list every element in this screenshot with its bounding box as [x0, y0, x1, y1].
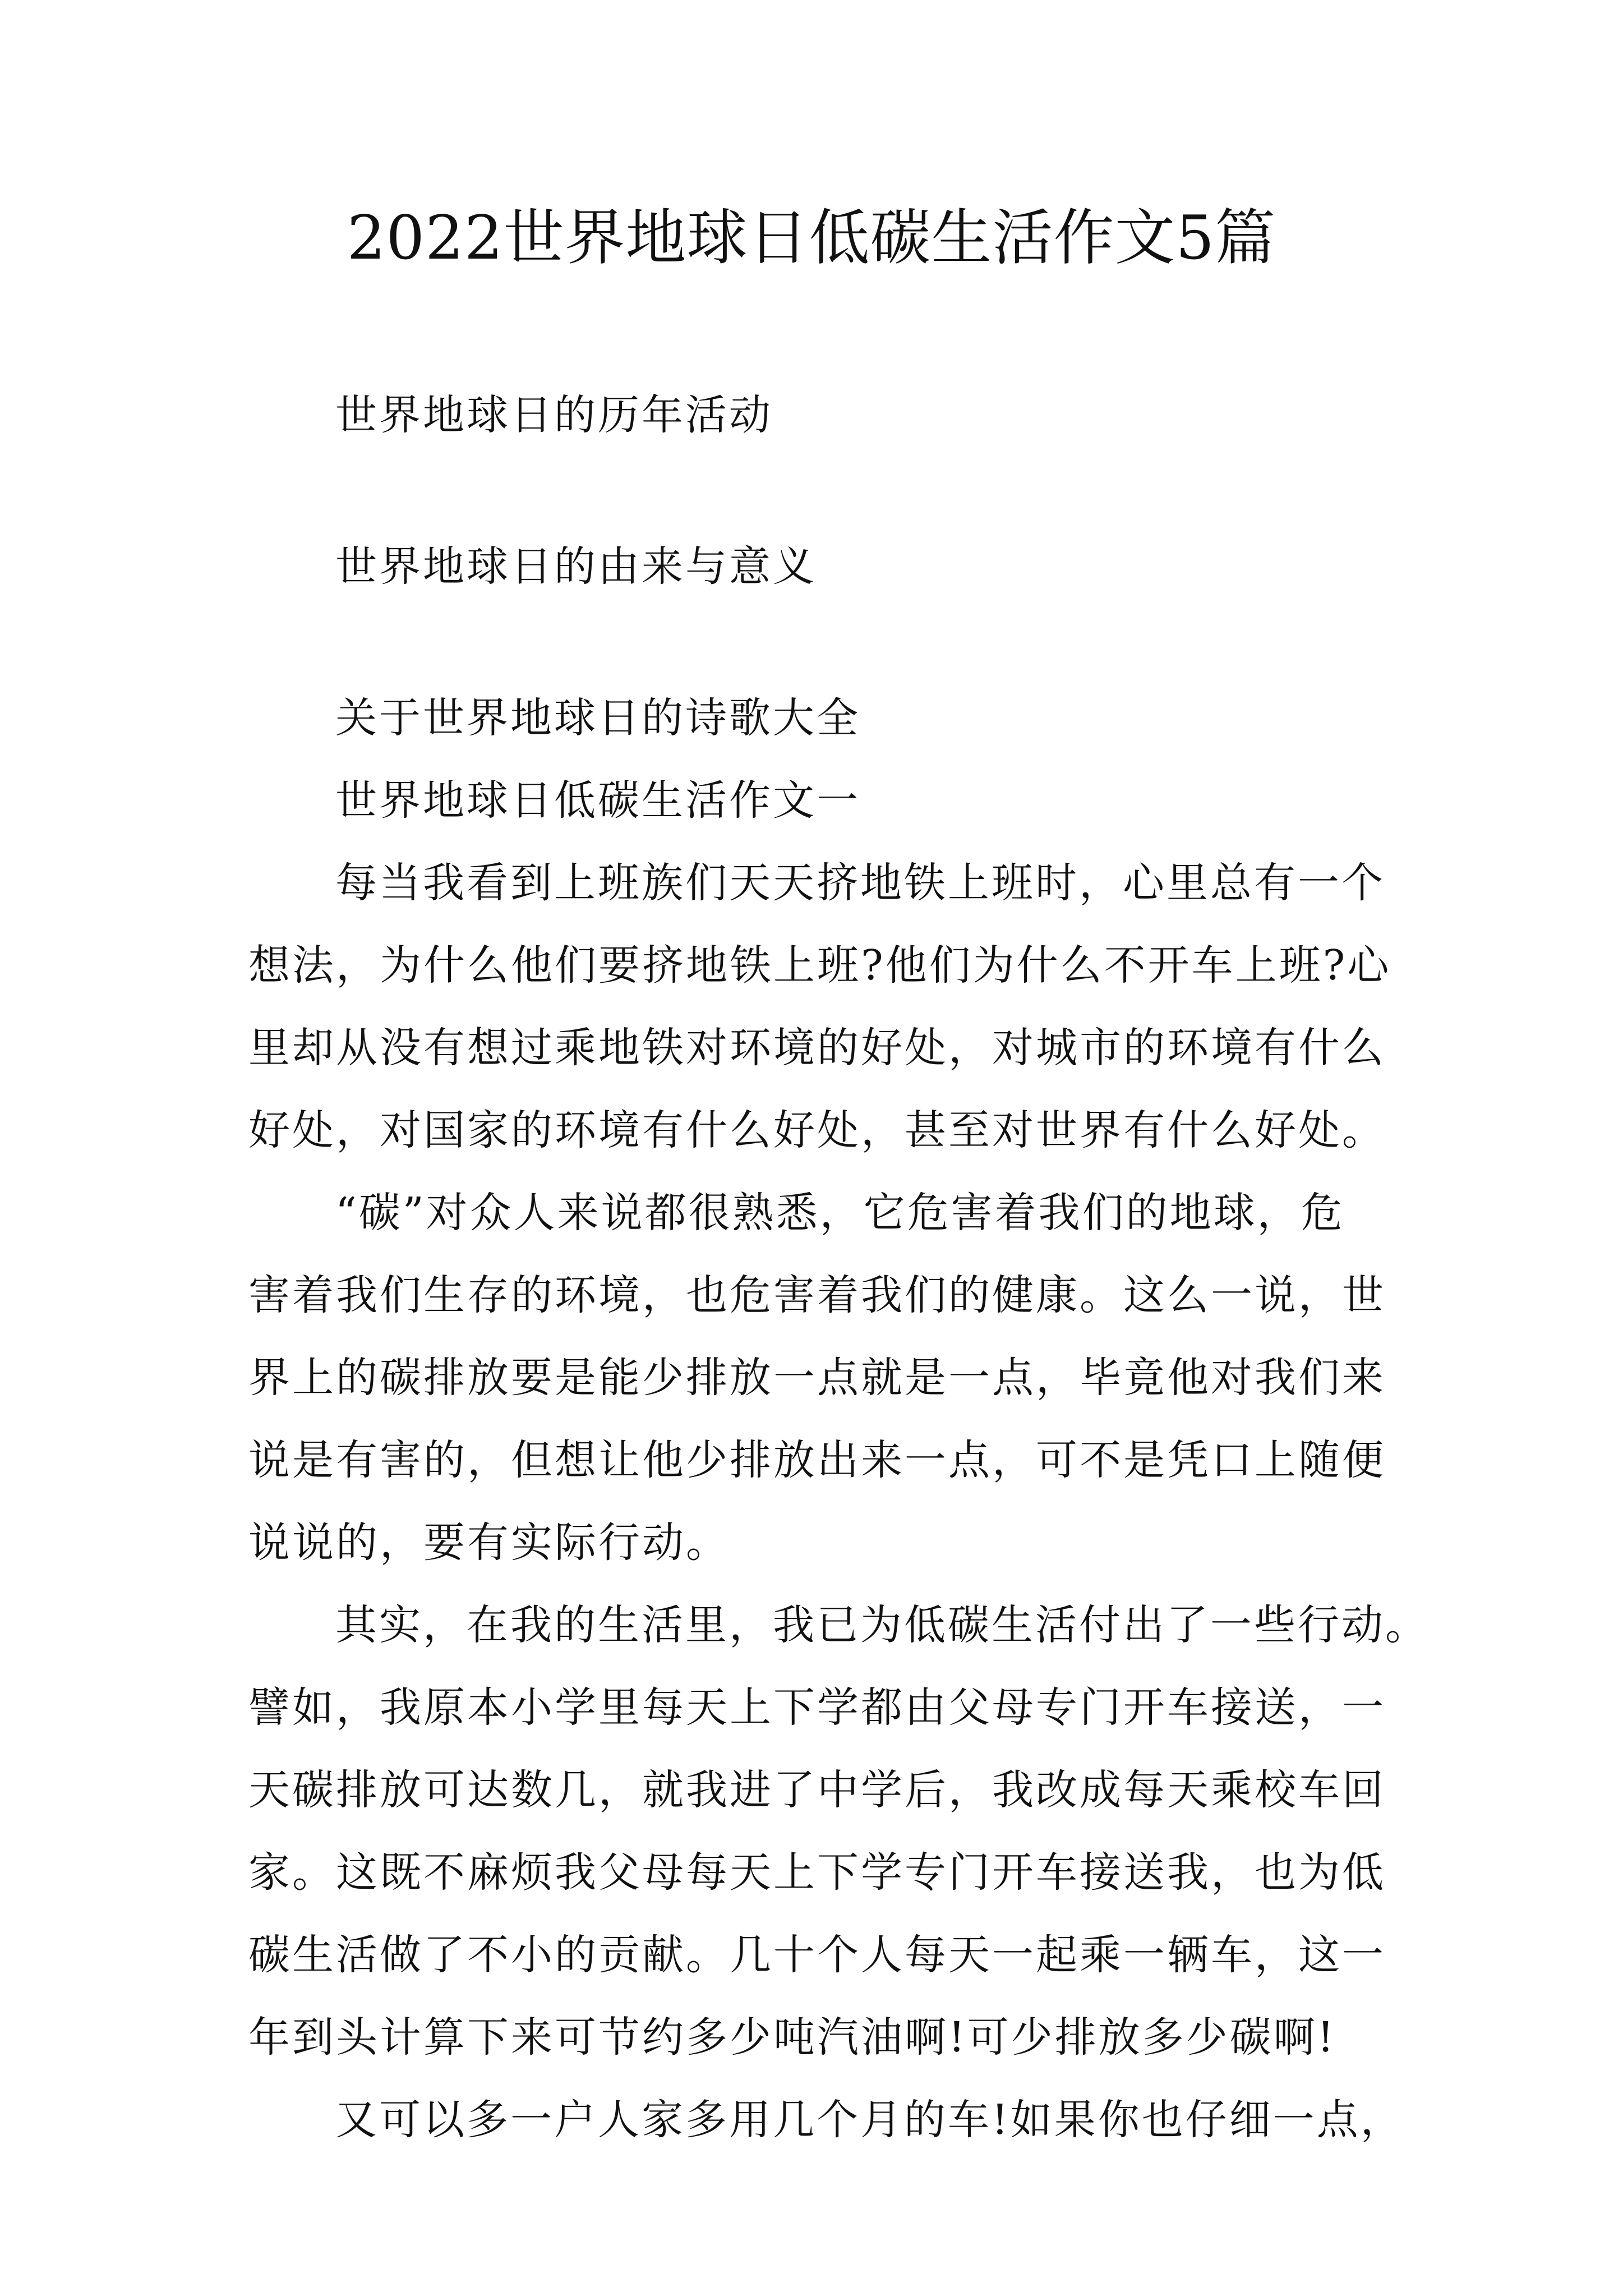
paragraph-4-line-1: 又可以多一户人家多用几个月的车!如果你也仔细一点， [335, 2096, 1404, 2144]
paragraph-1-line-2: 想法，为什么他们要挤地铁上班?他们为什么不开车上班?心 [248, 941, 1391, 990]
paragraph-3-line-6: 年到头计算下来可节约多少吨汽油啊!可少排放多少碳啊! [248, 2013, 1336, 2062]
paragraph-1-line-4: 好处，对国家的环境有什么好处，甚至对世界有什么好处。 [248, 1106, 1386, 1154]
paragraph-3-line-5: 碳生活做了不小的贡献。几十个人每天一起乘一辆车，这一 [248, 1931, 1386, 1979]
paragraph-2-line-1: “碳”对众人来说都很熟悉，它危害着我们的地球，危 [335, 1189, 1345, 1237]
page-title: 2022世界地球日低碳生活作文5篇 [347, 203, 1276, 273]
paragraph-2-line-5: 说说的，要有实际行动。 [248, 1519, 730, 1567]
paragraph-3-line-1: 其实，在我的生活里，我已为低碳生活付出了一些行动。 [335, 1601, 1429, 1649]
paragraph-2-line-2: 害着我们生存的环境，也危害着我们的健康。这么一说，世 [248, 1271, 1386, 1319]
section-heading: 世界地球日低碳生活作文一 [335, 776, 860, 825]
article-link-history[interactable]: 世界地球日的历年活动 [335, 391, 773, 439]
paragraph-1-line-1: 每当我看到上班族们天天挤地铁上班时，心里总有一个 [335, 859, 1385, 907]
paragraph-2-line-4: 说是有害的，但想让他少排放出来一点，可不是凭口上随便 [248, 1436, 1386, 1484]
paragraph-2-line-3: 界上的碳排放要是能少排放一点就是一点，毕竟他对我们来 [248, 1354, 1386, 1402]
article-link-poems[interactable]: 关于世界地球日的诗歌大全 [335, 694, 860, 742]
article-link-origin[interactable]: 世界地球日的由来与意义 [335, 542, 817, 591]
paragraph-3-line-3: 天碳排放可达数几，就我进了中学后，我改成每天乘校车回 [248, 1766, 1386, 1814]
paragraph-1-line-3: 里却从没有想过乘地铁对环境的好处，对城市的环境有什么 [248, 1024, 1386, 1072]
paragraph-3-line-2: 譬如，我原本小学里每天上下学都由父母专门开车接送，一 [248, 1683, 1386, 1732]
paragraph-3-line-4: 家。这既不麻烦我父母每天上下学专门开车接送我，也为低 [248, 1848, 1386, 1897]
